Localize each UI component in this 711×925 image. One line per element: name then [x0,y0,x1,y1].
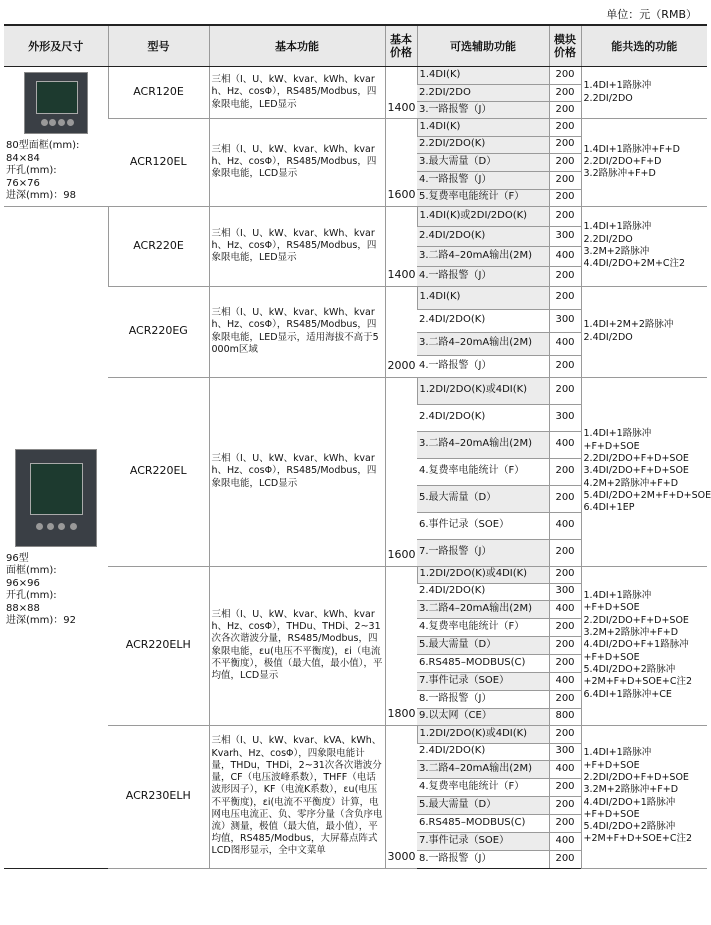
module-price: 200 [549,690,581,708]
module-price: 400 [549,760,581,778]
module-price: 200 [549,355,581,377]
module-price: 200 [549,102,581,119]
table-header-row [4,25,707,67]
header-model: 型号 [108,25,209,67]
optional-function: 6.RS485–MODBUS(C) [417,654,549,672]
module-price: 200 [549,618,581,636]
dimension-line: 进深(mm)：98 [6,190,77,201]
combinable-functions: 1.4DI+1路脉冲+F+D+SOE 2.2DI/2DO+F+D+SOE 3.2M+2路脉冲+F+D 4.4DI/2DO+1路脉冲+F+D+SOE 5.4DI/2DO+2路脉冲+2M+F+D+SOE+C注2 [581,725,707,868]
dimension-caption [6,140,106,203]
module-price: 200 [549,539,581,566]
module-price: 200 [549,485,581,512]
model-name: ACR220EG [108,286,209,377]
module-price: 400 [549,246,581,266]
module-price: 300 [549,404,581,431]
optional-function: 1.2DI/2DO(K)或4DI(K) [417,566,549,583]
optional-function: 2.2DI/2DO [417,85,549,102]
optional-function: 1.2DI/2DO(K)或4DI(K) [417,377,549,404]
dimension-line: 面框(mm): [6,565,57,576]
meter-button-icon [70,523,77,530]
optional-function: 3.二路4–20mA输出(2M) [417,246,549,266]
optional-function: 8.一路报警（J） [417,690,549,708]
optional-function: 4.复费率电能统计（F） [417,618,549,636]
header-base-price: 基本 价格 [385,25,417,67]
module-price: 400 [549,512,581,539]
optional-function: 7.事件记录（SOE） [417,672,549,690]
table-row [4,206,707,226]
module-price: 200 [549,171,581,189]
base-price: 1600 [385,119,417,207]
model-name: ACR230ELH [108,725,209,868]
optional-function: 1.4DI(K) [417,286,549,309]
optional-function: 7.事件记录（SOE） [417,832,549,850]
meter-display-screen [36,81,78,114]
optional-function: 1.2DI/2DO(K)或4DI(K) [417,725,549,743]
module-price: 200 [549,458,581,485]
model-name: ACR120E [108,67,209,119]
module-price: 200 [549,850,581,868]
optional-function: 3.最大需量（D） [417,153,549,171]
dimension-line: 96×96 [6,577,40,589]
module-price: 200 [549,153,581,171]
basic-function: 三相（I、U、kW、kvar、kVA、kWh、Kvarh、Hz、cosΦ），四象限电能计量，THDu，THDi，2~31次各次谐波分量，CF（电压波峰系数），THFF（电话波形因子），KF（电流K系数），εu(电压不平衡度)，εi(电流不平衡度）计算，电网电压电流正、负、零序分量（含负序电流）测量，极值（最大值，最小值），平均值，RS485/Modbus，大屏幕点阵式LCD图形显示，全中文菜单 [209,725,385,868]
dimension-caption [6,553,106,628]
optional-function: 1.4DI(K) [417,119,549,137]
module-price: 200 [549,566,581,583]
acr220-meter-photo [15,449,97,547]
optional-function: 3.一路报警（J） [417,102,549,119]
header-module-price: 模块 价格 [549,25,581,67]
optional-function: 2.4DI/2DO(K) [417,583,549,600]
optional-function: 2.4DI/2DO(K) [417,743,549,760]
model-name: ACR220E [108,206,209,286]
module-price: 400 [549,431,581,458]
optional-function: 9.以太网（CE） [417,708,549,725]
dimension-line: 开孔(mm): [6,165,57,176]
optional-function: 3.二路4–20mA输出(2M) [417,332,549,355]
base-price: 1600 [385,377,417,566]
meter-button-icon [58,523,65,530]
dimension-line: 进深(mm)：92 [6,615,77,626]
module-price: 200 [549,206,581,226]
module-price: 400 [549,332,581,355]
base-price: 1400 [385,67,417,119]
table-row [4,286,707,309]
basic-function: 三相（I、U、kW、kvar、kWh、kvarh、Hz、cosΦ），RS485/Modbus，四象限电能，LED显示 [209,206,385,286]
module-price: 300 [549,309,581,332]
optional-function: 2.4DI/2DO(K) [417,404,549,431]
module-price: 200 [549,814,581,832]
basic-function: 三相（I、U、kW、kvar、kWh、kvarh、Hz、cosΦ），RS485/Modbus，四象限电能，LCD显示 [209,377,385,566]
dimension-line: 84×84 [6,152,40,164]
module-price: 300 [549,743,581,760]
dimension-line: 开孔(mm): [6,590,57,601]
module-price: 400 [549,832,581,850]
table-row [4,119,707,137]
currency-unit: 单位：元（RMB） [606,8,697,21]
base-price: 1800 [385,566,417,725]
optional-function: 2.2DI/2DO(K) [417,136,549,153]
optional-function: 6.事件记录（SOE） [417,512,549,539]
combinable-functions: 1.4DI+2M+2路脉冲 2.4DI/2DO [581,286,707,377]
dimension-line: 88×88 [6,602,40,614]
model-name: ACR220EL [108,377,209,566]
product-price-table [4,24,711,869]
table-row [4,725,707,743]
meter-button-icon [47,523,54,530]
optional-function: 4.一路报警（J） [417,171,549,189]
table-row [4,67,707,85]
module-price: 200 [549,136,581,153]
basic-function: 三相（I、U、kW、kvar、kWh、kvarh、Hz、cosΦ），RS485/Modbus，四象限电能，LCD显示 [209,119,385,207]
basic-function: 三相（I、U、kW、kvar、kWh、kvarh、Hz、cosΦ），THDu、THDi、2~31次各次谐波分量，RS485/Modbus，四象限电能，εu(电压不平衡度)，εi（电流不平衡度），极值（最大值，最小值），平均值，LCD显示 [209,566,385,725]
optional-function: 3.二路4–20mA输出(2M) [417,431,549,458]
module-price: 400 [549,600,581,618]
module-price: 200 [549,377,581,404]
model-name: ACR220ELH [108,566,209,725]
optional-function: 3.二路4–20mA输出(2M) [417,600,549,618]
combinable-functions: 1.4DI+1路脉冲+F+D+SOE 2.2DI/2DO+F+D+SOE 3.2M+2路脉冲+F+D 4.4DI/2DO+F+1路脉冲+F+D+SOE 5.4DI/2DO+2路脉冲+2M+F+D+SOE+C注2 6.4DI+1路脉冲+CE [581,566,707,725]
module-price: 200 [549,67,581,85]
table-row [4,566,707,583]
meter-button-icon [67,119,74,126]
basic-function: 三相（I、U、kW、kvar、kWh、kvarh、Hz、cosΦ），RS485/Modbus，四象限电能，LED显示 [209,67,385,119]
meter-display-screen [30,463,83,515]
shape-cell-80 [4,67,108,207]
acr120-meter-photo [24,72,88,134]
optional-function: 8.一路报警（J） [417,850,549,868]
optional-function: 5.最大需量（D） [417,636,549,654]
combinable-functions: 1.4DI+1路脉冲+F+D 2.2DI/2DO+F+D 3.2路脉冲+F+D [581,119,707,207]
model-name: ACR120EL [108,119,209,207]
optional-function: 3.二路4–20mA输出(2M) [417,760,549,778]
optional-function: 2.4DI/2DO(K) [417,309,549,332]
optional-function: 7.一路报警（J） [417,539,549,566]
header-combinable-functions: 能共选的功能 [581,25,707,67]
table-row [4,377,707,404]
module-price: 200 [549,85,581,102]
module-price: 300 [549,583,581,600]
optional-function: 6.RS485–MODBUS(C) [417,814,549,832]
shape-cell-96 [4,206,108,868]
optional-function: 5.最大需量（D） [417,796,549,814]
module-price: 200 [549,778,581,796]
combinable-functions: 1.4DI+1路脉冲 2.2DI/2DO 3.2M+2路脉冲 4.4DI/2DO+2M+C注2 [581,206,707,286]
module-price: 800 [549,708,581,725]
base-price: 3000 [385,725,417,868]
header-optional-function: 可选辅助功能 [417,25,549,67]
optional-function: 4.复费率电能统计（F） [417,778,549,796]
meter-button-icon [58,119,65,126]
module-price: 200 [549,286,581,309]
table-body [4,67,711,869]
module-price: 200 [549,119,581,137]
base-price: 2000 [385,286,417,377]
optional-function: 5.复费率电能统计（F） [417,189,549,206]
module-price: 200 [549,725,581,743]
optional-function: 1.4DI(K) [417,67,549,85]
optional-function: 4.复费率电能统计（F） [417,458,549,485]
dimension-line: 96型 [6,552,29,564]
optional-function: 4.一路报警（J） [417,355,549,377]
optional-function: 5.最大需量（D） [417,485,549,512]
meter-button-icon [41,119,48,126]
optional-function: 4.一路报警（J） [417,266,549,286]
combinable-functions: 1.4DI+1路脉冲+F+D+SOE 2.2DI/2DO+F+D+SOE 3.4DI/2DO+F+D+SOE 4.2M+2路脉冲+F+D 5.4DI/2DO+2M+F+D+SOE 6.4DI+1EP [581,377,707,566]
dimension-line: 76×76 [6,177,40,189]
meter-button-icon [49,119,56,126]
header-shape: 外形及尺寸 [4,25,108,67]
base-price: 1400 [385,206,417,286]
module-price: 400 [549,672,581,690]
header-basic-function: 基本功能 [209,25,385,67]
module-price: 300 [549,226,581,246]
optional-function: 1.4DI(K)或2DI/2DO(K) [417,206,549,226]
module-price: 200 [549,189,581,206]
optional-function: 2.4DI/2DO(K) [417,226,549,246]
module-price: 200 [549,636,581,654]
combinable-functions: 1.4DI+1路脉冲 2.2DI/2DO [581,67,707,119]
module-price: 200 [549,266,581,286]
basic-function: 三相（I、U、kW、kvar、kWh、kvarh、Hz、cosΦ），RS485/Modbus，四象限电能，LED显示，适用海拔不高于5000m区域 [209,286,385,377]
meter-button-icon [36,523,43,530]
module-price: 200 [549,654,581,672]
module-price: 200 [549,796,581,814]
dimension-line: 80型面框(mm): [6,140,80,151]
